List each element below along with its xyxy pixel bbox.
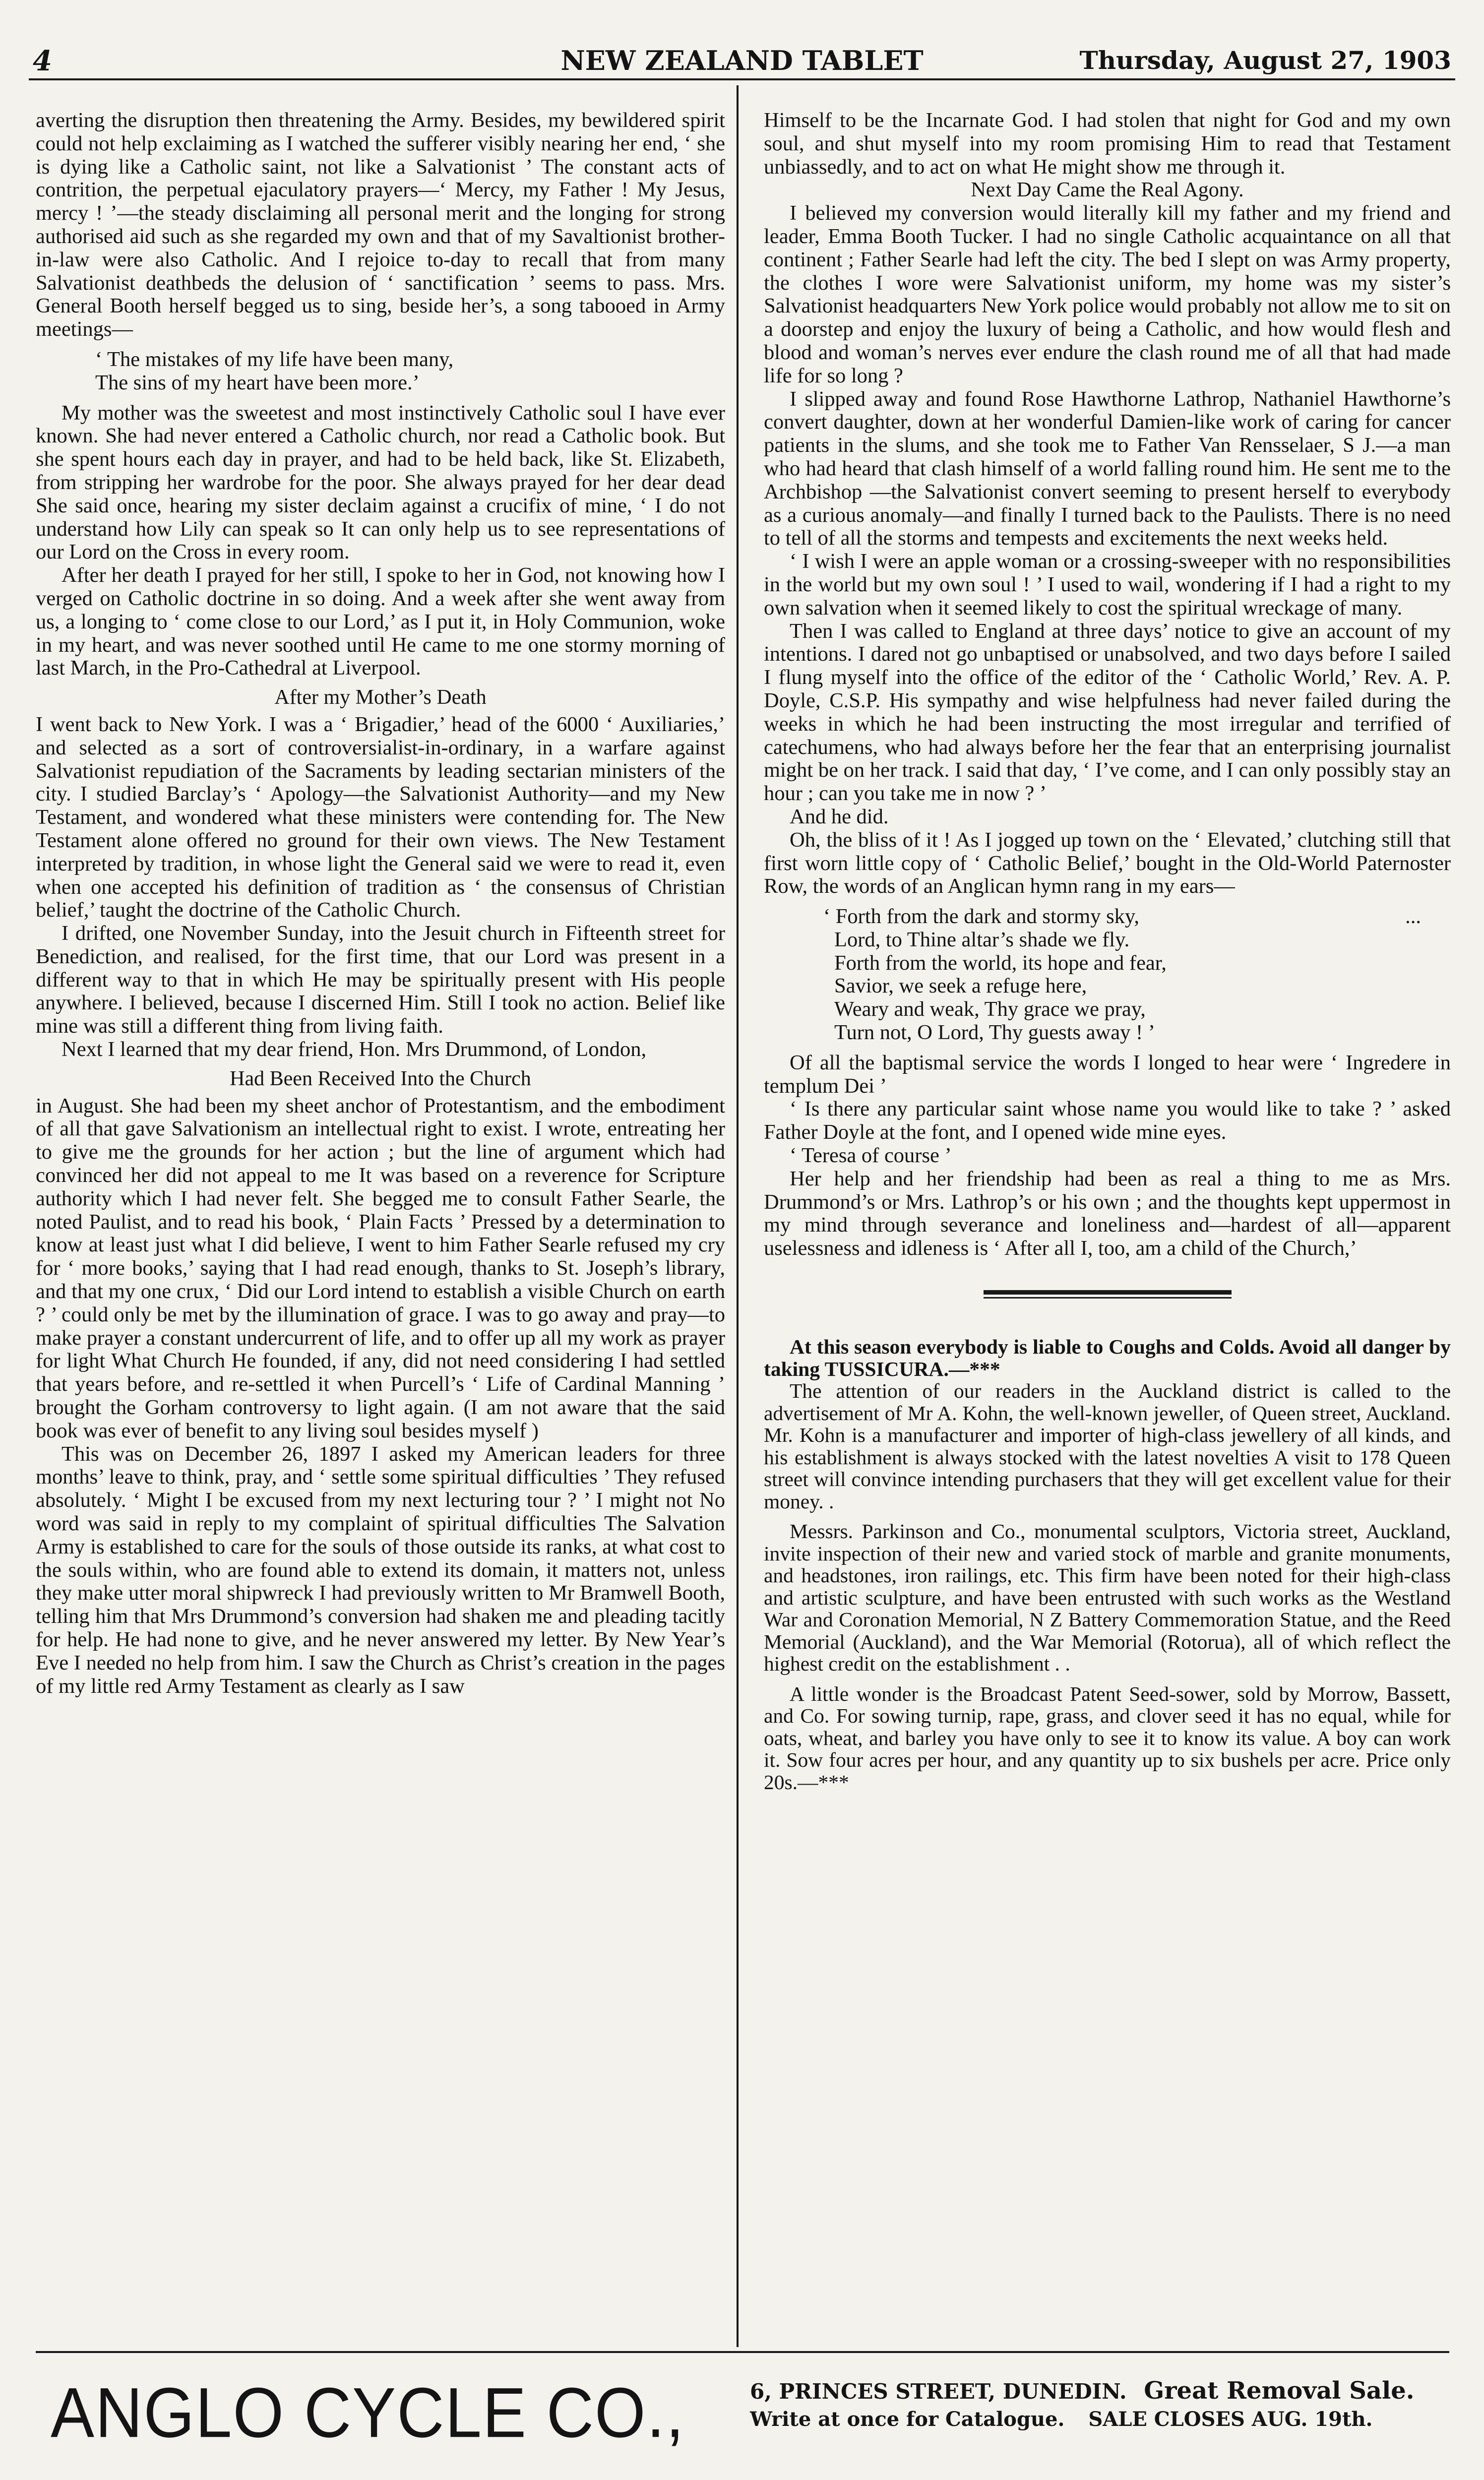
- footer-advertisement: [36, 2351, 1449, 2452]
- section-heading: Next Day Came the Real Agony.: [971, 179, 1244, 202]
- advert-catalogue: Write at once for Catalogue.: [750, 2408, 1065, 2431]
- paragraph: Oh, the bliss of it ! As I jogged up town on the ‘ Elevated,’ clutching still that first worn little copy of ‘ Catholic Belief,’ bought in the Old-World Paternoster Row, the words of an Anglican hymn rang in my ears—: [764, 828, 1451, 898]
- paragraph: I believed my conversion would literally kill my father and my friend and leader, Emma Booth Tucker. I had no single Catholic acquaintance on all that continent ; Father Searle had left the city. The bed I slept on was Army property, the clothes I wore were Salvationist uniform, my home was my sister’s Salvationist headquarters New York police would probably not allow me to sit on a doorstep and enjoy the luxury of being a Catholic, and how would flesh and blood and woman’s nerves ever endure the clash round me of all that had made life for so long ?: [764, 201, 1451, 387]
- verse-line: ‘ The mistakes of my life have been many,: [95, 347, 454, 371]
- advert-sale: Great Removal Sale.: [1144, 2377, 1415, 2405]
- paragraph: ‘ Is there any particular saint whose name you would like to take ? ’ asked Father Doyle at the font, and I opened wide mine eyes.: [764, 1097, 1451, 1144]
- column-divider: [737, 85, 739, 2347]
- issue-date: Thursday, August 27, 1903: [1079, 46, 1451, 75]
- paragraph: Next I learned that my dear friend, Hon. Mrs Drummond, of London,: [62, 1038, 647, 1061]
- advert-address: 6, PRINCES STREET, DUNEDIN.: [750, 2379, 1127, 2404]
- paragraph: Her help and her friendship had been as real a thing to me as Mrs. Drummond’s or Mrs. Lathrop’s or his own ; and the thoughts kept uppermost in my mind through severance and loneliness and—hardest of all—apparent uselessness and idleness is ‘ After all I, too, am a child of the Church,’: [764, 1167, 1451, 1260]
- paragraph: After her death I prayed for her still, I spoke to her in God, not knowing how I verged on Catholic doctrine in so doing. And a week after she went away from us, a longing to ‘ come close to our Lord,’ as I put it, in Holy Communion, woke in my heart, and was never soothed until He came to me one stormy morning of last March, in the Pro-Cathedral at Liverpool.: [36, 563, 725, 680]
- paragraph: ‘ Teresa of course ’: [790, 1144, 952, 1168]
- paragraph: I went back to New York. I was a ‘ Brigadier,’ head of the 6000 ‘ Auxiliaries,’ and selected as a sort of controversialist-in-ordinary, in a warfare against Salvationist repudiation of the Sacraments by leading sectarian ministers of the city. I studied Barclay’s ‘ Apology—the Salvationist Authority—and my New Testament, and wondered what these ministers were contending for. The New Testament alone offered no ground for their own views. The New Testament interpreted by tradition, in whose light the General said we were to read it, even when one accepted his definition of tradition as ‘ the consensus of Christian belief,’ taught the doctrine of the Catholic Church.: [36, 712, 725, 922]
- separator-thin-rule: [984, 1297, 1232, 1299]
- verse-line: The sins of my heart have been more.’: [95, 371, 420, 394]
- paragraph: averting the disruption then threatening the Army. Besides, my bewildered spirit could not help exclaiming as I watched the sufferer visibly nearing her end, ‘ she is dying like a Catholic saint, not like a Salvationist ’ The constant acts of contrition, the perpetual ejaculatory prayers—‘ Mercy, my Father ! My Jesus, mercy ! ’—the steady disclaiming all personal merit and the longing for strong authorised aid such as she regarded my own and that of my Savaltionist brother-in-law were also Catholic. And I rejoice to-day to recall that from many Salvationist deathbeds the delusion of ‘ sanctification ’ seems to pass. Mrs. General Booth herself begged us to sing, beside her’s, a song tabooed in Army meetings—: [36, 109, 725, 341]
- paragraph: This was on December 26, 1897 I asked my American leaders for three months’ leave to think, pray, and ‘ settle some spiritual difficulties ’ They refused absolutely. ‘ Might I be excused from my next lecturing tour ? ’ I might not No word was said in reply to my complaint of spiritual difficulties The Salvation Army is established to care for the souls of those outside its ranks, at what cost to the souls within, who are found able to extend its domain, it matters not, unless they make utter moral shipwreck I had previously written to Mr Bramwell Booth, telling him that Mrs Drummond’s conversion had shaken me and pleading tacitly for help. He had none to give, and he never answered my letter. By New Year’s Eve I needed no help from him. I saw the Church as Christ’s creation in the pages of my little red Army Testament as clearly as I saw: [36, 1442, 725, 1698]
- verse-line: Turn not, O Lord, Thy guests away ! ’: [834, 1021, 1155, 1045]
- verse-dots: ...: [1405, 905, 1421, 929]
- paragraph: ‘ I wish I were an apple woman or a crossing-sweeper with no responsibilities in the world but my own soul ! ’ I used to wail, wondering if I had a right to my own salvation when it seemed likely to cost the spiritual wreckage of many.: [764, 550, 1451, 620]
- paragraph: Himself to be the Incarnate God. I had stolen that night for God and my own soul, and shut myself into my room promising Him to read that Testament unbiassedly, and to act on what He might show me through it.: [764, 109, 1451, 179]
- page-header: [29, 42, 1455, 80]
- notice-parkinson: Messrs. Parkinson and Co., monumental sculptors, Victoria street, Auckland, invite inspection of their new and varied stock of marble and granite monuments, and headstones, iron railings, etc. This firm have been noted for their high-class and artistic sculpture, and have been entrusted with such works as the Westland War and Coronation Memorial, N Z Battery Commemoration Statue, and the Reed Memorial (Auckland), and the War Memorial (Rotorua), all of which reflect the highest credit on the establishment . .: [764, 1520, 1451, 1675]
- section-heading: After my Mother’s Death: [274, 686, 487, 709]
- verse-line: Weary and weak, Thy grace we pray,: [834, 997, 1146, 1021]
- masthead: NEW ZEALAND TABLET: [560, 45, 924, 76]
- advert-line-1: [750, 2377, 1415, 2406]
- paragraph: I slipped away and found Rose Hawthorne Lathrop, Nathaniel Hawthorne’s convert daughter, down at her wonderful Damien-like work of caring for cancer patients in the slums, and she took me to Father Van Rensselaer, S J.—a man who had heard that clash himself of a world falling round him. He sent me to the Archbishop —the Salvationist convert seeming to present herself to everybody as a curious anomaly—and finally I turned back to the Paulists. There is no need to tell of all the storms and tempests and excitements the next weeks held.: [764, 387, 1451, 550]
- left-column: [36, 109, 725, 2346]
- notice-kohn: The attention of our readers in the Auckland district is called to the advertisement of Mr A. Kohn, the well-known jeweller, of Queen street, Auckland. Mr. Kohn is a manufacturer and importer of high-class jewellery of all kinds, and his establishment is always stocked with the latest novelties A visit to 178 Queen street will convince intending purchasers that they will get excellent value for their money. .: [764, 1379, 1451, 1513]
- verse-line: Lord, to Thine altar’s shade we fly.: [834, 928, 1130, 951]
- advert-closes: SALE CLOSES AUG. 19th.: [1088, 2408, 1373, 2431]
- right-column: [764, 109, 1451, 2346]
- notice-seed-sower: A little wonder is the Broadcast Patent Seed-sower, sold by Morrow, Bassett, and Co. For sowing turnip, rape, grass, and clover seed it has no equal, while for oats, wheat, and barley you have only to see it to know its value. A boy can work it. Sow four acres per hour, and any quantity up to six bushels per acre. Price only 20s.—***: [764, 1682, 1451, 1794]
- spacer: [764, 1512, 1451, 1520]
- advert-details: [750, 2377, 1415, 2433]
- hymn-verse: [823, 905, 1451, 1045]
- paragraph: My mother was the sweetest and most instinctively Catholic soul I have ever known. She had never entered a Catholic church, nor read a Catholic book. But she spent hours each day in prayer, and had to be held back, like St. Elizabeth, from stripping her wardrobe for the poor. She always prayed for her dear dead She said once, hearing my sister declaim against a crucifix of mine, ‘ I do not understand how Lily can speak so It can only help us to see representations of our Lord on the Cross in every room.: [36, 401, 725, 564]
- paragraph: Then I was called to England at three days’ notice to give an account of my intentions. I dared not go unbaptised or unabsolved, and two days before I sailed I flung myself into the office of the editor of the ‘ Catholic World,’ Rev. A. P. Doyle, C.S.P. His sympathy and wise helpfulness had never failed during the weeks in which he had been instructing the most irregular and terrified of catechumens, who had always before her the fear that an enterprising journalist might be on her track. I said that day, ‘ I’ve come, and I can only possibly stay an hour ; can you take me in now ? ’: [764, 619, 1451, 806]
- separator-ornament: [984, 1290, 1232, 1301]
- verse-line: Savior, we seek a refuge here,: [834, 974, 1087, 998]
- page-number: 4: [33, 45, 52, 77]
- verse: [95, 348, 725, 395]
- paragraph: in August. She had been my sheet anchor of Protestantism, and the embodiment of all that gave Salvationism an intellectual right to exist. I wrote, entreating her to give me the grounds for her action ; but the line of argument which had convinced her did not appeal to me It was based on a reverence for Scripture authority which I had never felt. She begged me to consult Father Searle, the noted Paulist, and to read his book, ‘ Plain Facts ’ Pressed by a determination to know at least just what I did believe, I went to him Father Searle refused my cry for ‘ more books,’ saying that I had read enough, thanks to St. Joseph’s library, and that my one crux, ‘ Did our Lord intend to establish a visible Church on earth ? ’ could only be met by the illumination of grace. I was to go away and pray—to make prayer a constant undercurrent of life, and to offer up all my work as prayer for light What Church He founded, if any, did not need considering I had settled that years before, and re-settled it when Purcell’s ‘ Life of Cardinal Manning ’ brought the Gorham controversy to light again. (I am not aware that the said book was ever of benefit to any living soul besides myself ): [36, 1094, 725, 1442]
- paragraph: Of all the baptismal service the words I longed to hear were ‘ Ingredere in templum Dei ’: [764, 1051, 1451, 1098]
- notice-tussicura: At this season everybody is liable to Coughs and Colds. Avoid all danger by taking TUSSICURA.—***: [764, 1335, 1451, 1380]
- advert-line-2: [750, 2406, 1415, 2433]
- separator-thick-rule: [984, 1290, 1232, 1295]
- verse-line: ‘ Forth from the dark and stormy sky,: [823, 905, 1140, 929]
- spacer: [764, 1675, 1451, 1683]
- advert-company-name: ANGLO CYCLE CO.,: [51, 2373, 685, 2452]
- verse-line: Forth from the world, its hope and fear,: [834, 951, 1167, 975]
- paragraph: And he did.: [790, 805, 889, 828]
- notices-section: [764, 1336, 1451, 1793]
- section-heading: Had Been Received Into the Church: [230, 1067, 531, 1090]
- paragraph: I drifted, one November Sunday, into the Jesuit church in Fifteenth street for Benediction, and realised, for the first time, that our Lord was present in a different way to that in which He may be spiritually present with His people anywhere. I believed, because I discerned Him. Still I took no action. Belief like mine was still a different thing from living faith.: [36, 922, 725, 1038]
